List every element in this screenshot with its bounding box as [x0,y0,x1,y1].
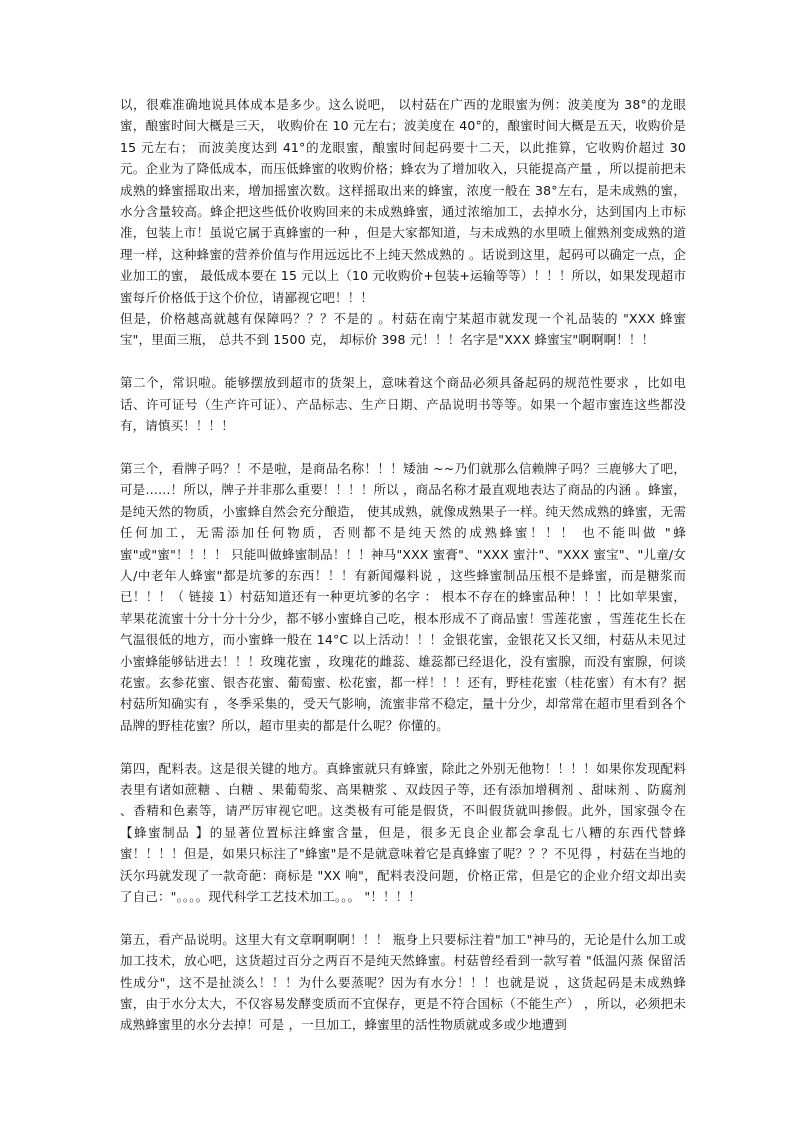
paragraph-cost-and-price: 以，很难准确地说具体成本是多少。这么说吧， 以村菇在广西的龙眼蜜为例：波美度为 38°的龙眼蜜，酿蜜时间大概是三天， 收购价在 10 元左右；波美度在 40°的，酿蜜时间大概是五天，收购价是 15 元左右； 而波美度达到 41°的龙眼蜜，酿蜜时间起码要十二天，以此推算，它收购价超过 30 元。企业为了降低成本，而压低蜂蜜的收购价格；蜂农为了增加收入，只能提高产量 ，所以提前把未成熟的蜂蜜摇取出来，增加摇蜜次数。这样摇取出来的蜂蜜，浓度一般在 38°左右，是未成熟的蜜，水分含量较高。蜂企把这些低价收购回来的未成熟蜂蜜，通过浓缩加工，去掉水分，达到国内上市标准，包装上市！虽说它属于真蜂蜜的一种 ，但是大家都知道，与未成熟的水里喷上催熟剂变成熟的道理一样，这种蜂蜜的营养价值与作用远远比不上纯天然成熟的 。话说到这里，起码可以确定一点，企业加工的蜜， 最低成本要在 15 元以上（10 元收购价+包装+运输等等）！！！所以，如果发现超市蜜每斤价格低于这个价位，请鄙视它吧！！！ 但是，价格越高就越有保障吗？？？不是的 。村菇在南宁某超市就发现一个礼品装的 "XXX 蜂蜜宝"，里面三瓶， 总共不到 1500 克， 却标价 398 元！！！名字是"XXX 蜂蜜宝"啊啊啊！！！ [120,97,686,348]
paragraph-product-description: 第五，看产品说明。这里大有文章啊啊啊！！！ 瓶身上只要标注着"加工"神马的，无论是什么加工或加工技术，放心吧，这货超过百分之两百不是纯天然蜂蜜。村菇曾经看到一款写着 "低温闪蒸 保留活性成分"，这不是扯淡么！！！为什么要蒸呢？因为有水分！！！也就是说 ，这货起码是未成熟蜂蜜，由于水分太大，不仅容易发酵变质而不宜保存，更是不符合国标（不能生产） ，所以，必须把未成熟蜂蜜里的水分去掉！可是 ，一旦加工，蜂蜜里的活性物质就或多或少地遭到 [120,931,686,1033]
document-body [120,94,686,1036]
paragraph-product-name: 第三个，看牌子吗？！不是啦，是商品名称！！！矮油 ~~乃们就那么信赖牌子吗？三鹿够大了吧，可是……！所以，牌子并非那么重要！！！！所以 ，商品名称才最直观地表达了商品的内涵 。蜂蜜，是纯天然的物质，小蜜蜂自然会充分酿造， 使其成熟，就像成熟果子一样。纯天然成熟的蜂蜜，无需任何加工，无需添加任何物质，否则都不是纯天然的成熟蜂蜜！！！ 也不能叫做 "蜂蜜"或"蜜"！！！！ 只能叫做蜂蜜制品！！！神马"XXX 蜜膏"、"XXX 蜜汁"、"XXX 蜜宝"、"儿童/女人/中老年人蜂蜜"都是坑爹的东西！！！有新闻爆料说 ，这些蜂蜜制品压根不是蜂蜜，而是糖浆而已！！！（ 链接 1）村菇知道还有一种更坑爹的名字 ： 根本不存在的蜂蜜品种！！！比如苹果蜜，苹果花流蜜十分十分十分少，都不够小蜜蜂自己吃，根本形成不了商品蜜！雪莲花蜜 ，雪莲花生长在气温很低的地方，而小蜜蜂一般在 14°C 以上活动！！！金银花蜜，金银花又长又细，村菇从未见过小蜜蜂能够钻进去！！！玫瑰花蜜 ，玫瑰花的雌蕊、雄蕊都已经退化，没有蜜腺，而没有蜜腺，何谈花蜜。玄参花蜜、银杏花蜜、葡萄蜜、松花蜜，都一样！！！还有，野桂花蜜（桂花蜜）有木有？据村菇所知确实有 ，冬季采集的，受天气影响，流蜜非常不稳定，量十分少，却常常在超市里看到各个品牌的野桂花蜜？所以，超市里卖的都是什么呢？你懂的。 [120,460,686,733]
paragraph-ingredients: 第四，配料表。这是很关键的地方。真蜂蜜就只有蜂蜜，除此之外别无他物！！！！如果你发现配料表里有诸如蔗糖 、白糖 、果葡萄浆、高果糖浆 、双歧因子等，还有添加增稠剂 、甜味剂 、防腐剂 、香精和色素等，请严厉审视它吧。这类极有可能是假货，不叫假货就叫掺假。此外，国家强令在【蜂蜜制品 】的显著位置标注蜂蜜含量，但是，很多无良企业都会拿乱七八糟的东西代替蜂蜜！！！！但是，如果只标注了"蜂蜜"是不是就意味着它是真蜂蜜了呢？？？不见得 ，村菇在当地的沃尔玛就发现了一款奇葩：商标是 "XX 响"，配料表没问题，价格正常，但是它的企业介绍文却出卖了自己："。。。。现代科学工艺技术加工。。。 "！！！！ [120,760,686,904]
paragraph-common-sense: 第二个，常识啦。能够摆放到超市的货架上，意味着这个商品必须具备起码的规范性要求 ，比如电话、许可证号（生产许可证）、产品标志、生产日期、产品说明书等等。如果一个超市蜜连这些都没有，请慎买！！！！ [120,375,686,434]
